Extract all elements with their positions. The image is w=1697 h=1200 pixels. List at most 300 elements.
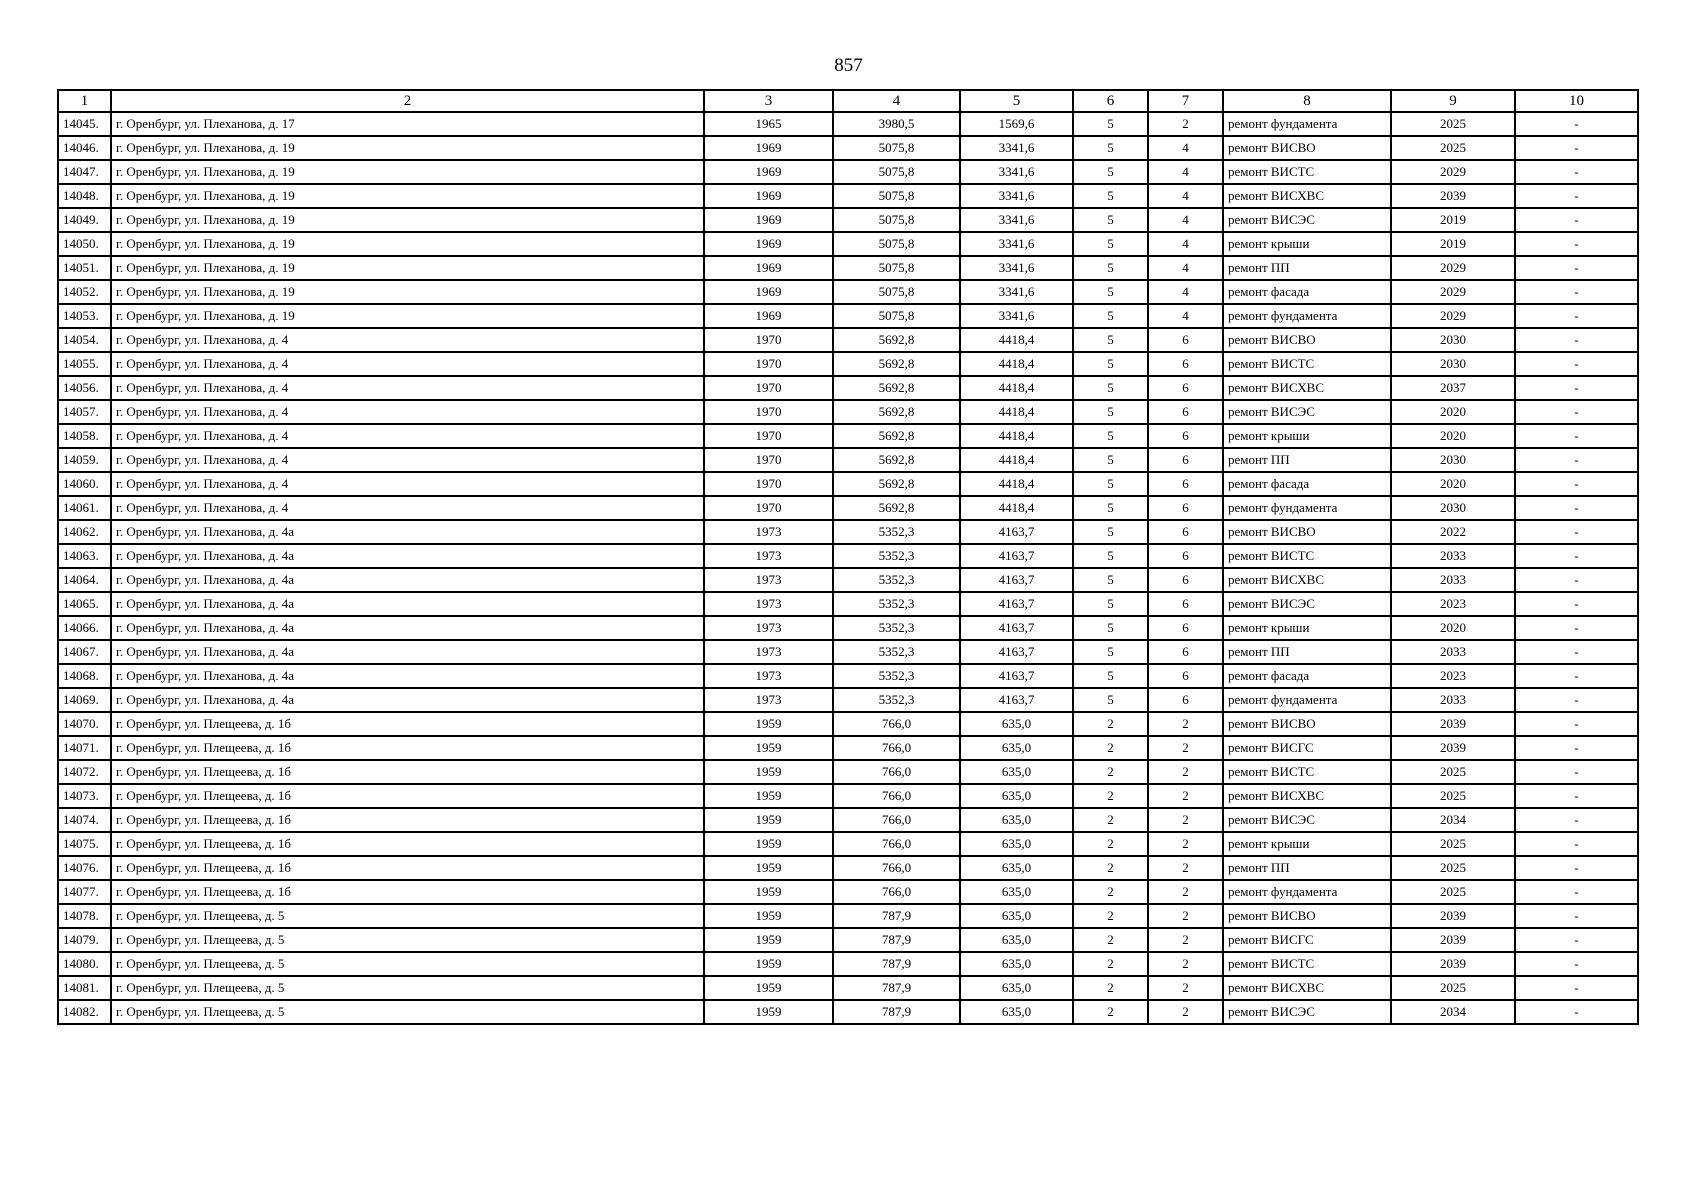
cell-address: г. Оренбург, ул. Плещеева, д. 5	[111, 952, 704, 976]
cell-year-built: 1959	[704, 952, 833, 976]
cell-planned-year: 2025	[1391, 112, 1515, 136]
cell-living-area: 635,0	[960, 832, 1073, 856]
table-row	[58, 904, 1638, 928]
cell-note: -	[1515, 280, 1638, 304]
cell-address: г. Оренбург, ул. Плещеева, д. 1б	[111, 760, 704, 784]
cell-address: г. Оренбург, ул. Плеханова, д. 4а	[111, 592, 704, 616]
table-row	[58, 664, 1638, 688]
cell-floors: 5	[1073, 400, 1148, 424]
cell-total-area: 5075,8	[833, 136, 960, 160]
cell-floors: 5	[1073, 448, 1148, 472]
cell-note: -	[1515, 376, 1638, 400]
table-row	[58, 400, 1638, 424]
cell-entrances: 4	[1148, 232, 1223, 256]
cell-year-built: 1959	[704, 904, 833, 928]
cell-entrances: 6	[1148, 448, 1223, 472]
cell-planned-year: 2034	[1391, 808, 1515, 832]
cell-floors: 5	[1073, 136, 1148, 160]
cell-work-type: ремонт ВИСХВС	[1223, 376, 1391, 400]
cell-address: г. Оренбург, ул. Плеханова, д. 19	[111, 256, 704, 280]
cell-work-type: ремонт ВИСТС	[1223, 160, 1391, 184]
cell-row-number: 14077.	[58, 880, 111, 904]
cell-total-area: 5692,8	[833, 376, 960, 400]
cell-entrances: 6	[1148, 664, 1223, 688]
cell-year-built: 1973	[704, 592, 833, 616]
cell-living-area: 1569,6	[960, 112, 1073, 136]
cell-planned-year: 2019	[1391, 232, 1515, 256]
cell-entrances: 6	[1148, 424, 1223, 448]
cell-entrances: 4	[1148, 208, 1223, 232]
cell-address: г. Оренбург, ул. Плещеева, д. 1б	[111, 784, 704, 808]
cell-note: -	[1515, 736, 1638, 760]
cell-row-number: 14076.	[58, 856, 111, 880]
cell-work-type: ремонт ВИСХВС	[1223, 976, 1391, 1000]
cell-total-area: 5352,3	[833, 640, 960, 664]
cell-year-built: 1969	[704, 232, 833, 256]
cell-address: г. Оренбург, ул. Плеханова, д. 4	[111, 496, 704, 520]
cell-year-built: 1959	[704, 784, 833, 808]
cell-planned-year: 2022	[1391, 520, 1515, 544]
cell-note: -	[1515, 400, 1638, 424]
cell-living-area: 635,0	[960, 1000, 1073, 1024]
cell-living-area: 4418,4	[960, 472, 1073, 496]
cell-planned-year: 2025	[1391, 832, 1515, 856]
table-row	[58, 592, 1638, 616]
cell-address: г. Оренбург, ул. Плеханова, д. 19	[111, 280, 704, 304]
cell-entrances: 2	[1148, 976, 1223, 1000]
cell-row-number: 14056.	[58, 376, 111, 400]
cell-row-number: 14058.	[58, 424, 111, 448]
cell-work-type: ремонт ВИСГС	[1223, 736, 1391, 760]
cell-entrances: 2	[1148, 736, 1223, 760]
cell-living-area: 3341,6	[960, 208, 1073, 232]
cell-living-area: 4163,7	[960, 640, 1073, 664]
cell-work-type: ремонт ВИСВО	[1223, 520, 1391, 544]
table-row	[58, 976, 1638, 1000]
table-row	[58, 160, 1638, 184]
cell-row-number: 14063.	[58, 544, 111, 568]
cell-total-area: 5352,3	[833, 664, 960, 688]
cell-planned-year: 2033	[1391, 640, 1515, 664]
cell-total-area: 5352,3	[833, 688, 960, 712]
cell-year-built: 1959	[704, 880, 833, 904]
cell-address: г. Оренбург, ул. Плеханова, д. 19	[111, 304, 704, 328]
cell-planned-year: 2033	[1391, 544, 1515, 568]
table-row	[58, 832, 1638, 856]
cell-entrances: 2	[1148, 1000, 1223, 1024]
cell-floors: 5	[1073, 688, 1148, 712]
table-row	[58, 256, 1638, 280]
cell-floors: 5	[1073, 280, 1148, 304]
table-row	[58, 280, 1638, 304]
cell-entrances: 6	[1148, 496, 1223, 520]
cell-total-area: 5352,3	[833, 544, 960, 568]
cell-total-area: 3980,5	[833, 112, 960, 136]
cell-entrances: 4	[1148, 136, 1223, 160]
cell-note: -	[1515, 592, 1638, 616]
cell-row-number: 14081.	[58, 976, 111, 1000]
cell-entrances: 4	[1148, 280, 1223, 304]
cell-work-type: ремонт ПП	[1223, 640, 1391, 664]
cell-year-built: 1959	[704, 1000, 833, 1024]
cell-note: -	[1515, 880, 1638, 904]
cell-row-number: 14075.	[58, 832, 111, 856]
cell-living-area: 635,0	[960, 976, 1073, 1000]
cell-entrances: 4	[1148, 256, 1223, 280]
cell-living-area: 3341,6	[960, 160, 1073, 184]
cell-floors: 5	[1073, 208, 1148, 232]
cell-address: г. Оренбург, ул. Плеханова, д. 4а	[111, 616, 704, 640]
repair-schedule-table	[57, 89, 1639, 1025]
cell-year-built: 1969	[704, 304, 833, 328]
cell-address: г. Оренбург, ул. Плеханова, д. 4	[111, 472, 704, 496]
cell-total-area: 766,0	[833, 808, 960, 832]
cell-planned-year: 2025	[1391, 856, 1515, 880]
cell-address: г. Оренбург, ул. Плещеева, д. 1б	[111, 808, 704, 832]
cell-work-type: ремонт фундамента	[1223, 304, 1391, 328]
cell-work-type: ремонт ВИСХВС	[1223, 568, 1391, 592]
cell-floors: 2	[1073, 904, 1148, 928]
cell-entrances: 2	[1148, 832, 1223, 856]
cell-row-number: 14080.	[58, 952, 111, 976]
table-row	[58, 496, 1638, 520]
column-header-1: 1	[58, 90, 111, 112]
cell-planned-year: 2025	[1391, 880, 1515, 904]
cell-note: -	[1515, 304, 1638, 328]
cell-note: -	[1515, 712, 1638, 736]
column-header-5: 5	[960, 90, 1073, 112]
column-header-10: 10	[1515, 90, 1638, 112]
cell-entrances: 2	[1148, 712, 1223, 736]
cell-row-number: 14061.	[58, 496, 111, 520]
cell-work-type: ремонт ВИСХВС	[1223, 184, 1391, 208]
cell-address: г. Оренбург, ул. Плеханова, д. 17	[111, 112, 704, 136]
cell-floors: 2	[1073, 976, 1148, 1000]
table-row	[58, 304, 1638, 328]
cell-work-type: ремонт фундамента	[1223, 112, 1391, 136]
cell-floors: 2	[1073, 880, 1148, 904]
cell-year-built: 1970	[704, 424, 833, 448]
cell-entrances: 4	[1148, 184, 1223, 208]
cell-planned-year: 2037	[1391, 376, 1515, 400]
cell-work-type: ремонт фундамента	[1223, 496, 1391, 520]
cell-note: -	[1515, 640, 1638, 664]
cell-living-area: 635,0	[960, 736, 1073, 760]
cell-row-number: 14068.	[58, 664, 111, 688]
cell-floors: 5	[1073, 592, 1148, 616]
cell-entrances: 6	[1148, 472, 1223, 496]
cell-floors: 2	[1073, 832, 1148, 856]
cell-row-number: 14051.	[58, 256, 111, 280]
cell-planned-year: 2039	[1391, 736, 1515, 760]
cell-living-area: 4418,4	[960, 376, 1073, 400]
cell-floors: 2	[1073, 808, 1148, 832]
cell-total-area: 766,0	[833, 760, 960, 784]
table-row	[58, 136, 1638, 160]
table-row	[58, 376, 1638, 400]
cell-work-type: ремонт ВИСВО	[1223, 904, 1391, 928]
cell-planned-year: 2020	[1391, 472, 1515, 496]
column-header-3: 3	[704, 90, 833, 112]
cell-work-type: ремонт ВИСЭС	[1223, 1000, 1391, 1024]
cell-floors: 5	[1073, 232, 1148, 256]
cell-total-area: 787,9	[833, 952, 960, 976]
cell-note: -	[1515, 496, 1638, 520]
table-row	[58, 880, 1638, 904]
cell-row-number: 14064.	[58, 568, 111, 592]
cell-floors: 5	[1073, 472, 1148, 496]
table-row	[58, 232, 1638, 256]
cell-row-number: 14054.	[58, 328, 111, 352]
cell-note: -	[1515, 568, 1638, 592]
cell-work-type: ремонт ВИСЭС	[1223, 208, 1391, 232]
cell-living-area: 3341,6	[960, 280, 1073, 304]
cell-planned-year: 2025	[1391, 976, 1515, 1000]
table-body	[58, 112, 1638, 1024]
cell-total-area: 787,9	[833, 976, 960, 1000]
cell-planned-year: 2029	[1391, 160, 1515, 184]
cell-living-area: 635,0	[960, 856, 1073, 880]
cell-address: г. Оренбург, ул. Плеханова, д. 4а	[111, 688, 704, 712]
cell-address: г. Оренбург, ул. Плещеева, д. 1б	[111, 856, 704, 880]
cell-total-area: 766,0	[833, 832, 960, 856]
cell-year-built: 1970	[704, 496, 833, 520]
cell-floors: 5	[1073, 424, 1148, 448]
table-row	[58, 712, 1638, 736]
cell-floors: 2	[1073, 760, 1148, 784]
table-row	[58, 1000, 1638, 1024]
table-row	[58, 568, 1638, 592]
cell-row-number: 14055.	[58, 352, 111, 376]
cell-total-area: 5075,8	[833, 256, 960, 280]
cell-total-area: 5692,8	[833, 400, 960, 424]
cell-entrances: 6	[1148, 520, 1223, 544]
cell-year-built: 1959	[704, 976, 833, 1000]
cell-note: -	[1515, 664, 1638, 688]
cell-row-number: 14045.	[58, 112, 111, 136]
table-row	[58, 184, 1638, 208]
cell-living-area: 4163,7	[960, 664, 1073, 688]
cell-floors: 5	[1073, 496, 1148, 520]
cell-note: -	[1515, 952, 1638, 976]
cell-year-built: 1959	[704, 808, 833, 832]
cell-address: г. Оренбург, ул. Плеханова, д. 4а	[111, 664, 704, 688]
cell-total-area: 5692,8	[833, 472, 960, 496]
table-row	[58, 784, 1638, 808]
cell-floors: 2	[1073, 1000, 1148, 1024]
cell-entrances: 4	[1148, 160, 1223, 184]
cell-floors: 5	[1073, 304, 1148, 328]
cell-entrances: 4	[1148, 304, 1223, 328]
cell-address: г. Оренбург, ул. Плеханова, д. 4а	[111, 544, 704, 568]
cell-work-type: ремонт ПП	[1223, 856, 1391, 880]
cell-row-number: 14052.	[58, 280, 111, 304]
cell-year-built: 1959	[704, 856, 833, 880]
cell-row-number: 14062.	[58, 520, 111, 544]
cell-row-number: 14066.	[58, 616, 111, 640]
cell-floors: 2	[1073, 928, 1148, 952]
cell-total-area: 5075,8	[833, 304, 960, 328]
cell-year-built: 1973	[704, 640, 833, 664]
cell-row-number: 14047.	[58, 160, 111, 184]
table-row	[58, 472, 1638, 496]
cell-planned-year: 2025	[1391, 760, 1515, 784]
cell-entrances: 6	[1148, 544, 1223, 568]
cell-total-area: 5075,8	[833, 280, 960, 304]
cell-year-built: 1970	[704, 448, 833, 472]
cell-note: -	[1515, 256, 1638, 280]
cell-note: -	[1515, 208, 1638, 232]
cell-row-number: 14050.	[58, 232, 111, 256]
cell-entrances: 6	[1148, 352, 1223, 376]
cell-floors: 5	[1073, 352, 1148, 376]
cell-year-built: 1970	[704, 400, 833, 424]
cell-entrances: 6	[1148, 640, 1223, 664]
cell-living-area: 4163,7	[960, 688, 1073, 712]
cell-entrances: 2	[1148, 928, 1223, 952]
table-row	[58, 448, 1638, 472]
cell-work-type: ремонт ВИСВО	[1223, 136, 1391, 160]
cell-note: -	[1515, 688, 1638, 712]
cell-year-built: 1970	[704, 376, 833, 400]
cell-year-built: 1969	[704, 280, 833, 304]
cell-row-number: 14049.	[58, 208, 111, 232]
cell-living-area: 3341,6	[960, 256, 1073, 280]
cell-work-type: ремонт ВИСТС	[1223, 352, 1391, 376]
cell-address: г. Оренбург, ул. Плещеева, д. 1б	[111, 736, 704, 760]
cell-work-type: ремонт ПП	[1223, 448, 1391, 472]
cell-year-built: 1970	[704, 328, 833, 352]
cell-year-built: 1973	[704, 520, 833, 544]
cell-floors: 2	[1073, 736, 1148, 760]
cell-planned-year: 2030	[1391, 352, 1515, 376]
cell-row-number: 14048.	[58, 184, 111, 208]
cell-planned-year: 2020	[1391, 616, 1515, 640]
cell-row-number: 14059.	[58, 448, 111, 472]
cell-note: -	[1515, 184, 1638, 208]
cell-planned-year: 2039	[1391, 904, 1515, 928]
cell-living-area: 4418,4	[960, 328, 1073, 352]
cell-total-area: 5075,8	[833, 160, 960, 184]
cell-total-area: 5692,8	[833, 328, 960, 352]
cell-total-area: 5075,8	[833, 184, 960, 208]
cell-total-area: 766,0	[833, 784, 960, 808]
cell-work-type: ремонт ВИСЭС	[1223, 808, 1391, 832]
table-row	[58, 616, 1638, 640]
cell-living-area: 4163,7	[960, 568, 1073, 592]
column-header-9: 9	[1391, 90, 1515, 112]
cell-year-built: 1959	[704, 928, 833, 952]
table-row	[58, 736, 1638, 760]
cell-entrances: 6	[1148, 616, 1223, 640]
cell-entrances: 6	[1148, 328, 1223, 352]
cell-entrances: 6	[1148, 376, 1223, 400]
cell-planned-year: 2019	[1391, 208, 1515, 232]
cell-note: -	[1515, 832, 1638, 856]
table-row	[58, 760, 1638, 784]
cell-address: г. Оренбург, ул. Плещеева, д. 1б	[111, 832, 704, 856]
cell-total-area: 5692,8	[833, 424, 960, 448]
table-row	[58, 520, 1638, 544]
table-row	[58, 688, 1638, 712]
cell-floors: 2	[1073, 856, 1148, 880]
cell-address: г. Оренбург, ул. Плеханова, д. 19	[111, 136, 704, 160]
cell-total-area: 766,0	[833, 880, 960, 904]
cell-living-area: 635,0	[960, 784, 1073, 808]
cell-floors: 5	[1073, 160, 1148, 184]
cell-address: г. Оренбург, ул. Плеханова, д. 4	[111, 448, 704, 472]
cell-total-area: 5352,3	[833, 568, 960, 592]
cell-address: г. Оренбург, ул. Плеханова, д. 19	[111, 184, 704, 208]
cell-total-area: 5692,8	[833, 496, 960, 520]
cell-work-type: ремонт фасада	[1223, 280, 1391, 304]
cell-work-type: ремонт ВИСВО	[1223, 712, 1391, 736]
cell-year-built: 1973	[704, 568, 833, 592]
cell-total-area: 766,0	[833, 712, 960, 736]
cell-note: -	[1515, 784, 1638, 808]
cell-work-type: ремонт ВИСВО	[1223, 328, 1391, 352]
cell-floors: 5	[1073, 376, 1148, 400]
cell-planned-year: 2039	[1391, 952, 1515, 976]
cell-year-built: 1969	[704, 160, 833, 184]
cell-planned-year: 2039	[1391, 184, 1515, 208]
cell-row-number: 14079.	[58, 928, 111, 952]
table-row	[58, 928, 1638, 952]
cell-living-area: 635,0	[960, 952, 1073, 976]
cell-row-number: 14078.	[58, 904, 111, 928]
table-row	[58, 328, 1638, 352]
cell-note: -	[1515, 328, 1638, 352]
cell-entrances: 2	[1148, 952, 1223, 976]
table-row	[58, 640, 1638, 664]
cell-planned-year: 2020	[1391, 424, 1515, 448]
cell-entrances: 2	[1148, 880, 1223, 904]
cell-total-area: 766,0	[833, 736, 960, 760]
cell-living-area: 4418,4	[960, 496, 1073, 520]
cell-entrances: 6	[1148, 568, 1223, 592]
cell-living-area: 635,0	[960, 928, 1073, 952]
cell-note: -	[1515, 976, 1638, 1000]
cell-living-area: 3341,6	[960, 304, 1073, 328]
cell-planned-year: 2039	[1391, 928, 1515, 952]
column-header-8: 8	[1223, 90, 1391, 112]
cell-floors: 5	[1073, 112, 1148, 136]
cell-entrances: 6	[1148, 400, 1223, 424]
column-header-4: 4	[833, 90, 960, 112]
cell-work-type: ремонт фундамента	[1223, 880, 1391, 904]
table-row	[58, 952, 1638, 976]
cell-year-built: 1973	[704, 616, 833, 640]
cell-total-area: 5075,8	[833, 232, 960, 256]
cell-floors: 5	[1073, 568, 1148, 592]
cell-note: -	[1515, 1000, 1638, 1024]
cell-row-number: 14082.	[58, 1000, 111, 1024]
cell-entrances: 2	[1148, 808, 1223, 832]
cell-year-built: 1969	[704, 256, 833, 280]
cell-living-area: 3341,6	[960, 232, 1073, 256]
cell-row-number: 14069.	[58, 688, 111, 712]
cell-planned-year: 2039	[1391, 712, 1515, 736]
cell-entrances: 2	[1148, 904, 1223, 928]
cell-living-area: 635,0	[960, 880, 1073, 904]
cell-work-type: ремонт крыши	[1223, 832, 1391, 856]
cell-planned-year: 2023	[1391, 592, 1515, 616]
cell-address: г. Оренбург, ул. Плещеева, д. 5	[111, 904, 704, 928]
cell-address: г. Оренбург, ул. Плеханова, д. 4а	[111, 568, 704, 592]
cell-planned-year: 2020	[1391, 400, 1515, 424]
cell-planned-year: 2029	[1391, 304, 1515, 328]
cell-row-number: 14074.	[58, 808, 111, 832]
